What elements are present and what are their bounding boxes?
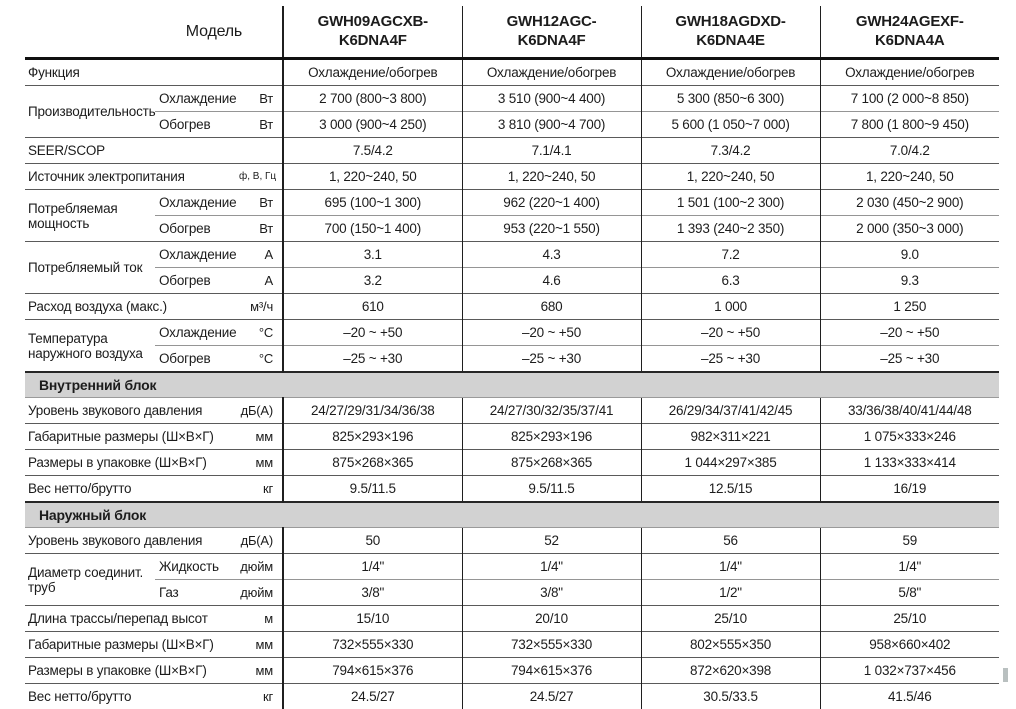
row-unit: Вт: [235, 216, 283, 242]
row-unit: м³/ч: [235, 294, 283, 320]
spec-value-cell: –20 ~ +50: [283, 320, 462, 346]
spec-value-cell: 25/10: [641, 606, 820, 632]
spec-value-cell: 6.3: [641, 268, 820, 294]
spec-value-cell: 1/4": [641, 554, 820, 580]
spec-value-cell: 1 032×737×456: [820, 658, 999, 684]
spec-value-cell: 875×268×365: [283, 450, 462, 476]
row-label: Габаритные размеры (Ш×В×Г): [25, 632, 235, 658]
spec-sheet-page: [25, 6, 999, 709]
spec-value-cell: 794×615×376: [283, 658, 462, 684]
spec-value-cell: 802×555×350: [641, 632, 820, 658]
section-row: [25, 372, 999, 398]
spec-value-cell: 5/8": [820, 580, 999, 606]
row-unit: дБ(А): [235, 528, 283, 554]
spec-value-cell: 9.0: [820, 242, 999, 268]
spec-value-cell: –25 ~ +30: [641, 346, 820, 373]
row-unit: кг: [235, 684, 283, 709]
spec-value-cell: 5 600 (1 050~7 000): [641, 112, 820, 138]
spec-value-cell: Охлаждение/обогрев: [462, 59, 641, 86]
row-label: Расход воздуха (макс.): [25, 294, 235, 320]
row-sublabel: Обогрев: [155, 346, 235, 373]
row-unit: °C: [235, 346, 283, 373]
row-label: Длина трассы/перепад высот: [25, 606, 235, 632]
spec-value-cell: 3.2: [283, 268, 462, 294]
spec-value-cell: 3/8": [462, 580, 641, 606]
spec-value-cell: 33/36/38/40/41/44/48: [820, 398, 999, 424]
table-row: [25, 684, 999, 709]
row-sublabel: Охлаждение: [155, 242, 235, 268]
row-unit: А: [235, 268, 283, 294]
spec-value-cell: 958×660×402: [820, 632, 999, 658]
row-unit: °C: [235, 320, 283, 346]
table-row: [25, 164, 999, 190]
table-row: [25, 632, 999, 658]
spec-value-cell: 56: [641, 528, 820, 554]
spec-value-cell: 50: [283, 528, 462, 554]
row-label: Уровень звукового давления: [25, 398, 235, 424]
model-header-cell: GWH24AGEXF- K6DNA4A: [820, 6, 999, 59]
spec-value-cell: 3.1: [283, 242, 462, 268]
spec-value-cell: 1, 220~240, 50: [820, 164, 999, 190]
row-label: Вес нетто/брутто: [25, 476, 235, 503]
table-row: [25, 554, 999, 580]
spec-value-cell: 4.3: [462, 242, 641, 268]
table-row: [25, 294, 999, 320]
spec-value-cell: 1 000: [641, 294, 820, 320]
row-unit: мм: [235, 658, 283, 684]
row-label: Функция: [25, 59, 283, 86]
table-row: [25, 59, 999, 86]
table-row: [25, 138, 999, 164]
spec-value-cell: 9.5/11.5: [462, 476, 641, 503]
spec-value-cell: –20 ~ +50: [641, 320, 820, 346]
row-unit: мм: [235, 450, 283, 476]
row-unit: ф, В, Гц: [235, 164, 283, 190]
section-header: Наружный блок: [25, 502, 999, 528]
spec-value-cell: 7.1/4.1: [462, 138, 641, 164]
spec-value-cell: 9.3: [820, 268, 999, 294]
row-unit: Вт: [235, 190, 283, 216]
table-row: [25, 606, 999, 632]
spec-value-cell: 680: [462, 294, 641, 320]
spec-value-cell: 3 510 (900~4 400): [462, 86, 641, 112]
spec-value-cell: 7 800 (1 800~9 450): [820, 112, 999, 138]
spec-value-cell: 1 075×333×246: [820, 424, 999, 450]
spec-value-cell: –25 ~ +30: [283, 346, 462, 373]
table-row: [25, 86, 999, 112]
spec-value-cell: Охлаждение/обогрев: [641, 59, 820, 86]
table-row: [25, 190, 999, 216]
spec-value-cell: 1, 220~240, 50: [641, 164, 820, 190]
spec-value-cell: Охлаждение/обогрев: [820, 59, 999, 86]
spec-value-cell: 953 (220~1 550): [462, 216, 641, 242]
spec-value-cell: 1, 220~240, 50: [462, 164, 641, 190]
row-unit: Вт: [235, 112, 283, 138]
row-sublabel: Обогрев: [155, 112, 235, 138]
spec-value-cell: 1/4": [462, 554, 641, 580]
row-sublabel: Охлаждение: [155, 320, 235, 346]
row-label: Потребляемый ток: [25, 242, 155, 294]
section-header: Внутренний блок: [25, 372, 999, 398]
table-row: [25, 112, 999, 138]
row-sublabel: Обогрев: [155, 216, 235, 242]
row-label: Габаритные размеры (Ш×В×Г): [25, 424, 235, 450]
row-label: Диаметр соединит. труб: [25, 554, 155, 606]
spec-value-cell: 7.3/4.2: [641, 138, 820, 164]
row-label: Источник электропитания: [25, 164, 235, 190]
table-row: [25, 476, 999, 503]
table-row: [25, 528, 999, 554]
row-sublabel: Газ: [155, 580, 235, 606]
row-label: SEER/SCOP: [25, 138, 283, 164]
row-label: Размеры в упаковке (Ш×В×Г): [25, 658, 235, 684]
spec-value-cell: 962 (220~1 400): [462, 190, 641, 216]
table-row: [25, 580, 999, 606]
row-label: Вес нетто/брутто: [25, 684, 235, 709]
row-label: Уровень звукового давления: [25, 528, 235, 554]
spec-value-cell: 15/10: [283, 606, 462, 632]
spec-value-cell: 52: [462, 528, 641, 554]
spec-value-cell: 24/27/30/32/35/37/41: [462, 398, 641, 424]
table-row: [25, 424, 999, 450]
page-artifact: [1003, 668, 1008, 682]
section-row: [25, 502, 999, 528]
spec-value-cell: 41.5/46: [820, 684, 999, 709]
spec-value-cell: –25 ~ +30: [462, 346, 641, 373]
spec-value-cell: 825×293×196: [462, 424, 641, 450]
table-row: [25, 346, 999, 373]
row-label: Температура наружного воздуха: [25, 320, 155, 373]
spec-value-cell: 59: [820, 528, 999, 554]
spec-value-cell: 1/4": [820, 554, 999, 580]
spec-value-cell: 1 501 (100~2 300): [641, 190, 820, 216]
table-row: [25, 658, 999, 684]
spec-value-cell: –25 ~ +30: [820, 346, 999, 373]
spec-value-cell: 5 300 (850~6 300): [641, 86, 820, 112]
row-label: Потребляемая мощность: [25, 190, 155, 242]
table-row: [25, 268, 999, 294]
spec-value-cell: 24.5/27: [283, 684, 462, 709]
row-unit: м: [235, 606, 283, 632]
spec-value-cell: 794×615×376: [462, 658, 641, 684]
spec-value-cell: –20 ~ +50: [820, 320, 999, 346]
row-sublabel: Охлаждение: [155, 190, 235, 216]
table-row: [25, 320, 999, 346]
spec-value-cell: 3/8": [283, 580, 462, 606]
spec-value-cell: 25/10: [820, 606, 999, 632]
spec-value-cell: 7.5/4.2: [283, 138, 462, 164]
spec-value-cell: 1 393 (240~2 350): [641, 216, 820, 242]
model-header-cell: GWH18AGDXD- K6DNA4E: [641, 6, 820, 59]
spec-value-cell: 732×555×330: [283, 632, 462, 658]
spec-value-cell: 1/2": [641, 580, 820, 606]
row-label: Размеры в упаковке (Ш×В×Г): [25, 450, 235, 476]
table-row: [25, 242, 999, 268]
spec-value-cell: 875×268×365: [462, 450, 641, 476]
spec-value-cell: 12.5/15: [641, 476, 820, 503]
row-unit: дюйм: [235, 580, 283, 606]
spec-value-cell: 4.6: [462, 268, 641, 294]
model-header-cell: GWH12AGC- K6DNA4F: [462, 6, 641, 59]
table-row: [25, 450, 999, 476]
spec-value-cell: 1 133×333×414: [820, 450, 999, 476]
spec-value-cell: 3 000 (900~4 250): [283, 112, 462, 138]
table-row: [25, 398, 999, 424]
spec-value-cell: 872×620×398: [641, 658, 820, 684]
spec-value-cell: 695 (100~1 300): [283, 190, 462, 216]
spec-table: [25, 6, 999, 709]
row-sublabel: Обогрев: [155, 268, 235, 294]
row-unit: А: [235, 242, 283, 268]
row-label: Производительность: [25, 86, 155, 138]
spec-value-cell: 3 810 (900~4 700): [462, 112, 641, 138]
spec-value-cell: 825×293×196: [283, 424, 462, 450]
model-header-row: [25, 6, 999, 59]
row-unit: кг: [235, 476, 283, 503]
spec-value-cell: 1/4": [283, 554, 462, 580]
spec-value-cell: 732×555×330: [462, 632, 641, 658]
table-row: [25, 216, 999, 242]
model-header-cell: GWH09AGCXB- K6DNA4F: [283, 6, 462, 59]
spec-value-cell: 610: [283, 294, 462, 320]
spec-value-cell: 24/27/29/31/34/36/38: [283, 398, 462, 424]
spec-value-cell: 982×311×221: [641, 424, 820, 450]
row-unit: дюйм: [235, 554, 283, 580]
row-sublabel: Охлаждение: [155, 86, 235, 112]
spec-value-cell: 20/10: [462, 606, 641, 632]
row-unit: Вт: [235, 86, 283, 112]
spec-value-cell: 2 000 (350~3 000): [820, 216, 999, 242]
spec-value-cell: –20 ~ +50: [462, 320, 641, 346]
spec-value-cell: 7.0/4.2: [820, 138, 999, 164]
row-unit: дБ(А): [235, 398, 283, 424]
spec-value-cell: 26/29/34/37/41/42/45: [641, 398, 820, 424]
spec-value-cell: 7 100 (2 000~8 850): [820, 86, 999, 112]
spec-value-cell: 30.5/33.5: [641, 684, 820, 709]
spec-value-cell: 1, 220~240, 50: [283, 164, 462, 190]
spec-value-cell: 9.5/11.5: [283, 476, 462, 503]
row-unit: мм: [235, 632, 283, 658]
spec-value-cell: 2 030 (450~2 900): [820, 190, 999, 216]
spec-value-cell: 16/19: [820, 476, 999, 503]
spec-value-cell: Охлаждение/обогрев: [283, 59, 462, 86]
spec-value-cell: 24.5/27: [462, 684, 641, 709]
spec-value-cell: 700 (150~1 400): [283, 216, 462, 242]
row-sublabel: Жидкость: [155, 554, 235, 580]
spec-value-cell: 1 044×297×385: [641, 450, 820, 476]
row-unit: мм: [235, 424, 283, 450]
spec-value-cell: 7.2: [641, 242, 820, 268]
model-column-label: Модель: [25, 6, 283, 59]
spec-value-cell: 2 700 (800~3 800): [283, 86, 462, 112]
spec-value-cell: 1 250: [820, 294, 999, 320]
